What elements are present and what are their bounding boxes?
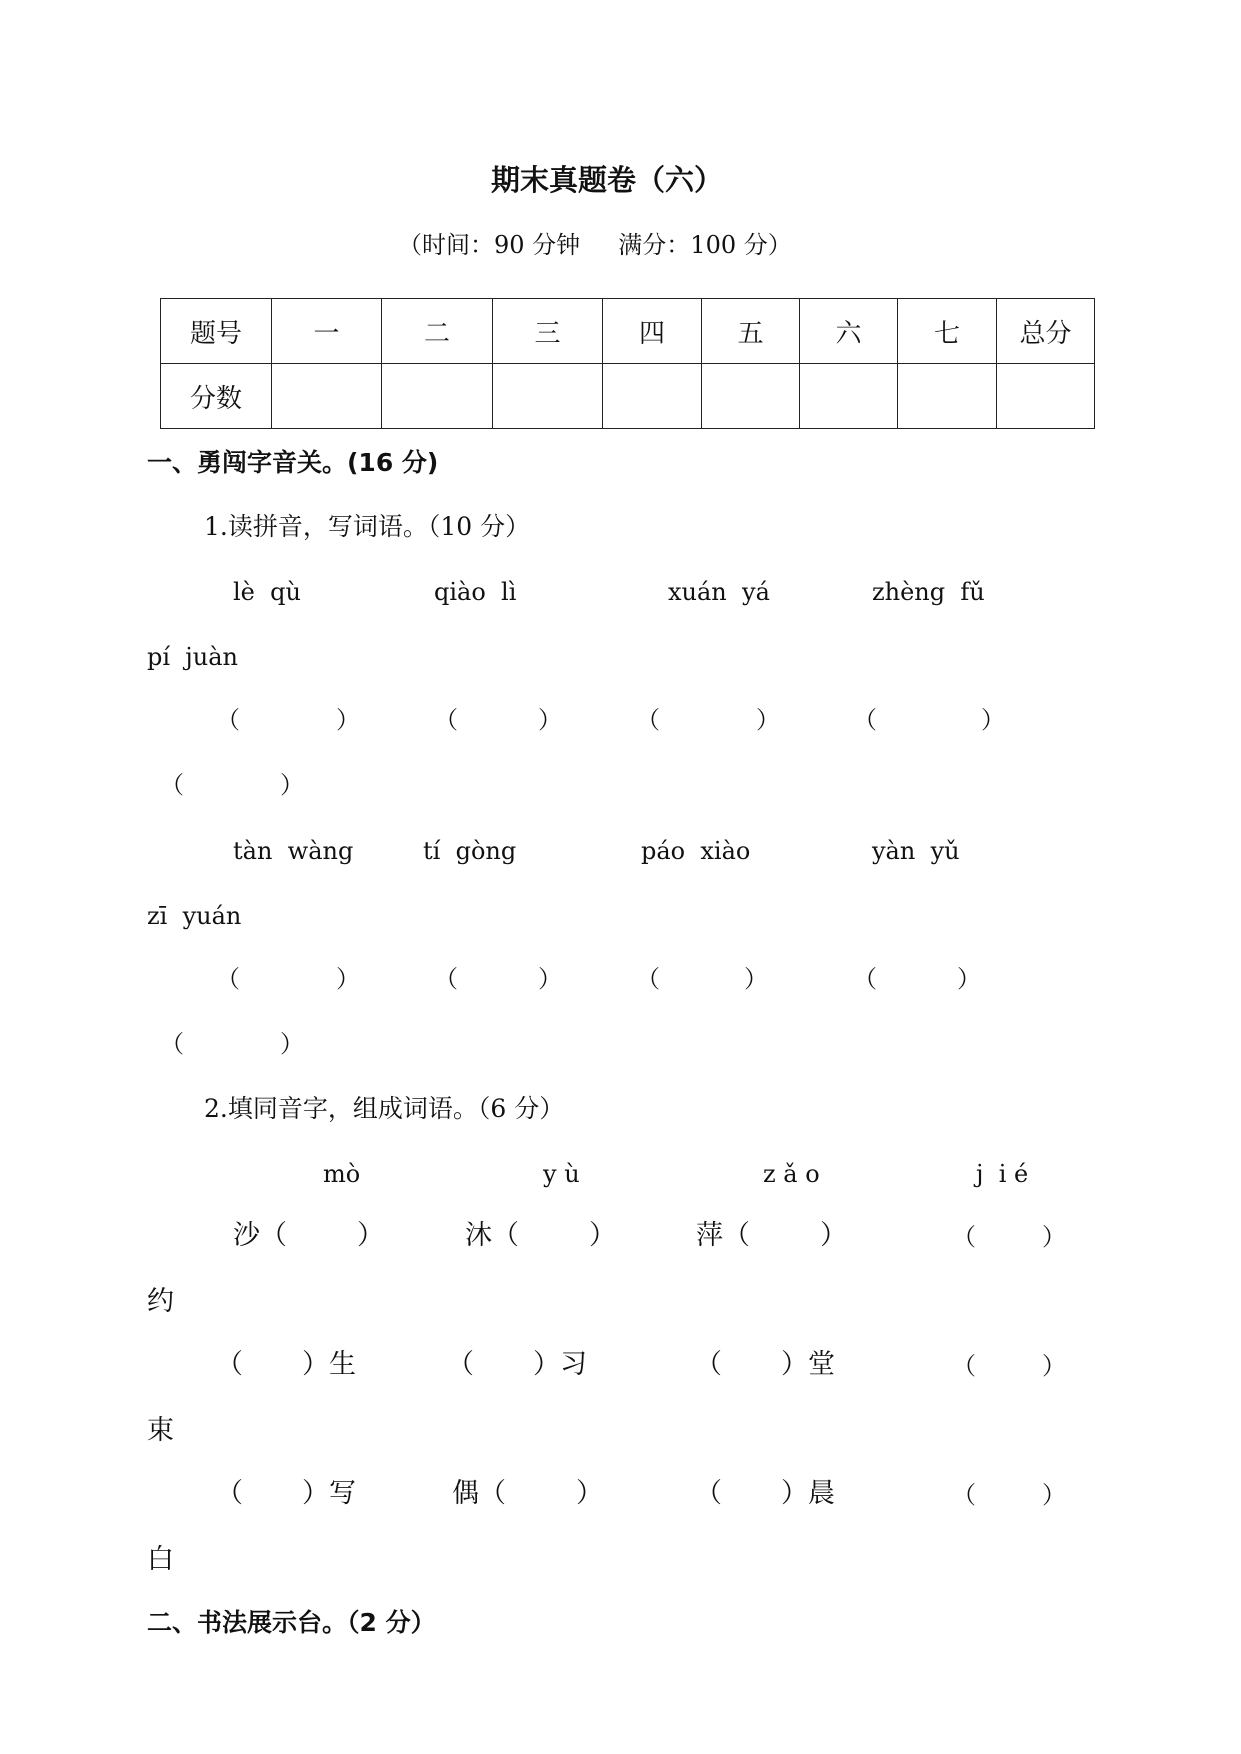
fill-item <box>216 1480 356 1507</box>
bracket-open: （ <box>952 1481 976 1509</box>
bracket-close: ） <box>336 706 360 734</box>
pinyin-prompt: mò <box>323 1160 361 1188</box>
answer-blank[interactable] <box>695 1480 781 1507</box>
row-label-cell: 分数 <box>161 364 272 429</box>
answer-blank[interactable] <box>216 1351 302 1378</box>
pinyin-prompt: tí gòng <box>423 837 517 865</box>
bracket-close: ） <box>820 1220 847 1251</box>
fill-char: 生 <box>329 1349 356 1380</box>
bracket-close: ） <box>981 706 1005 734</box>
score-cell[interactable] <box>603 364 702 429</box>
answer-blank[interactable] <box>160 1032 304 1056</box>
pinyin-prompt: zī yuán <box>147 902 242 930</box>
bracket-close: ） <box>957 965 981 993</box>
bracket-close: ） <box>744 965 768 993</box>
score-cell[interactable] <box>272 364 382 429</box>
answer-blank[interactable] <box>216 708 360 732</box>
answer-blank[interactable] <box>447 1351 533 1378</box>
bracket-close: ） <box>533 1349 560 1380</box>
pinyin-prompt: pí juàn <box>147 643 238 671</box>
header-cell: 总分 <box>997 299 1095 364</box>
answer-blank[interactable] <box>216 967 360 991</box>
bracket-close: ） <box>538 706 562 734</box>
header-cell: 三 <box>493 299 603 364</box>
bracket-open: （ <box>952 1352 976 1380</box>
pinyin-prompt: xuán yá <box>668 578 770 606</box>
bracket-close: ） <box>781 1349 808 1380</box>
pinyin-prompt: j i é <box>976 1160 1029 1188</box>
bracket-open: （ <box>952 1223 976 1251</box>
bracket-close: ） <box>756 706 780 734</box>
bracket-close: ） <box>336 965 360 993</box>
header-cell: 五 <box>702 299 800 364</box>
bracket-open: （ <box>216 965 240 993</box>
fill-char: 习 <box>560 1349 587 1380</box>
fill-char: 束 <box>147 1415 174 1446</box>
answer-blank[interactable] <box>636 708 780 732</box>
score-cell[interactable] <box>800 364 898 429</box>
score-cell[interactable] <box>382 364 493 429</box>
answer-blank[interactable] <box>434 967 562 991</box>
fill-char: 写 <box>329 1478 356 1509</box>
bracket-close: ） <box>280 1030 304 1058</box>
section-heading-2: 二、书法展示台。（2 分） <box>147 1608 436 1637</box>
bracket-open: （ <box>434 965 458 993</box>
fill-item <box>216 1351 356 1378</box>
answer-blank[interactable] <box>952 1354 1066 1378</box>
pinyin-prompt: yàn yǔ <box>872 837 960 865</box>
answer-blank[interactable] <box>952 1483 1066 1507</box>
pinyin-prompt: qiào lì <box>434 578 517 606</box>
page-title: 期末真题卷（六） <box>491 163 724 197</box>
answer-blank[interactable] <box>216 1480 302 1507</box>
answer-blank[interactable] <box>853 967 981 991</box>
bracket-open: （ <box>695 1349 722 1380</box>
bracket-open: （ <box>636 965 660 993</box>
answer-blank[interactable] <box>853 708 1005 732</box>
fill-item <box>696 1222 847 1249</box>
bracket-close: ） <box>1042 1223 1066 1251</box>
fill-char: 沙（ <box>233 1220 287 1251</box>
bracket-close: ） <box>280 771 304 799</box>
score-cell[interactable] <box>702 364 800 429</box>
fill-char: 偶（ <box>452 1478 506 1509</box>
fill-item <box>695 1351 835 1378</box>
score-cell[interactable] <box>493 364 603 429</box>
fill-char: 萍（ <box>696 1220 750 1251</box>
bracket-open: （ <box>695 1478 722 1509</box>
pinyin-prompt: páo xiào <box>641 837 751 865</box>
header-cell: 四 <box>603 299 702 364</box>
bracket-close: ） <box>357 1220 384 1251</box>
exam-info: （时间：90 分钟 满分：100 分） <box>398 231 792 259</box>
question-2-label: 2.填同音字，组成词语。（6 分） <box>204 1094 565 1123</box>
bracket-close: ） <box>302 1478 329 1509</box>
fill-char: 沐（ <box>465 1220 519 1251</box>
bracket-open: （ <box>853 965 877 993</box>
bracket-open: （ <box>216 1349 243 1380</box>
header-cell: 一 <box>272 299 382 364</box>
header-cell: 二 <box>382 299 493 364</box>
score-table <box>160 298 1095 429</box>
score-cell[interactable] <box>997 364 1095 429</box>
fill-item <box>447 1351 587 1378</box>
bracket-close: ） <box>1042 1352 1066 1380</box>
score-table-header-row <box>161 299 1095 364</box>
pinyin-prompt: lè qù <box>233 578 301 606</box>
pinyin-prompt: zhèng fǔ <box>872 578 985 606</box>
fill-item <box>452 1480 603 1507</box>
bracket-close: ） <box>302 1349 329 1380</box>
section-heading-1: 一、勇闯字音关。(16 分) <box>147 448 439 477</box>
fill-item <box>233 1222 384 1249</box>
answer-blank[interactable] <box>434 708 562 732</box>
score-cell[interactable] <box>898 364 997 429</box>
bracket-close: ） <box>781 1478 808 1509</box>
bracket-open: （ <box>447 1349 474 1380</box>
bracket-open: （ <box>636 706 660 734</box>
answer-blank[interactable] <box>160 773 304 797</box>
bracket-open: （ <box>160 771 184 799</box>
bracket-open: （ <box>853 706 877 734</box>
question-1-label: 1.读拼音，写词语。（10 分） <box>204 512 531 541</box>
answer-blank[interactable] <box>695 1351 781 1378</box>
fill-char: 白 <box>147 1544 174 1575</box>
bracket-close: ） <box>1042 1481 1066 1509</box>
header-cell: 题号 <box>161 299 272 364</box>
fill-char: 晨 <box>808 1478 835 1509</box>
fill-item <box>695 1480 835 1507</box>
header-cell: 六 <box>800 299 898 364</box>
bracket-close: ） <box>538 965 562 993</box>
bracket-open: （ <box>216 1478 243 1509</box>
fill-char: 约 <box>147 1286 174 1317</box>
header-cell: 七 <box>898 299 997 364</box>
bracket-close: ） <box>589 1220 616 1251</box>
bracket-open: （ <box>434 706 458 734</box>
bracket-close: ） <box>576 1478 603 1509</box>
fill-char: 堂 <box>808 1349 835 1380</box>
answer-blank[interactable] <box>636 967 768 991</box>
score-table-score-row <box>161 364 1095 429</box>
pinyin-prompt: y ù <box>543 1160 580 1188</box>
answer-blank[interactable] <box>952 1225 1066 1249</box>
pinyin-prompt: tàn wàng <box>233 837 354 865</box>
pinyin-prompt: z ǎ o <box>763 1160 820 1188</box>
bracket-open: （ <box>216 706 240 734</box>
bracket-open: （ <box>160 1030 184 1058</box>
fill-item <box>465 1222 616 1249</box>
